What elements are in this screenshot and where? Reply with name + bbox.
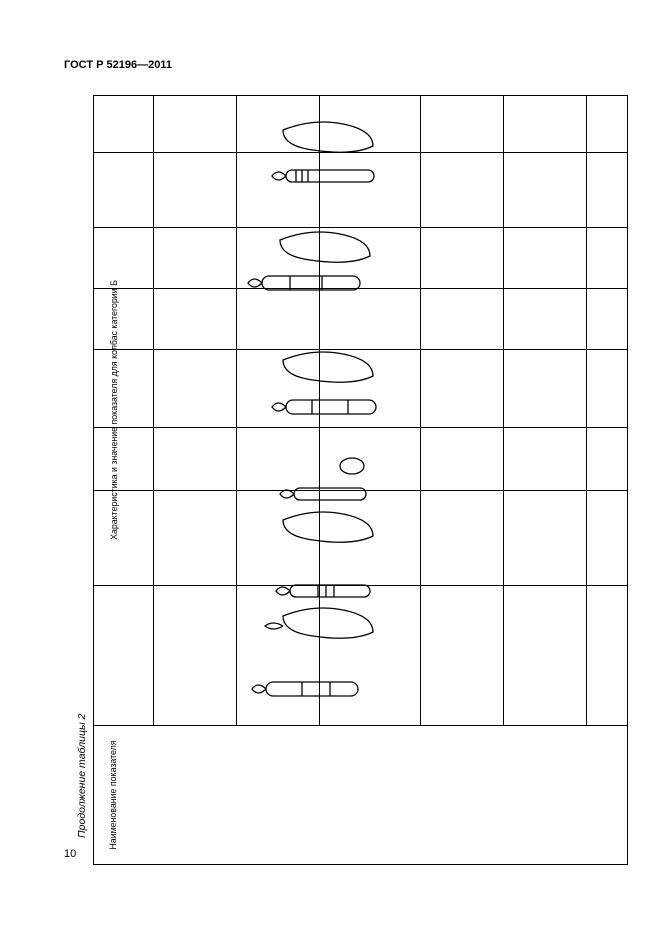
table-continuation-caption: Продолжение таблицы 2 (76, 713, 88, 838)
sausage-russkoy-icon (280, 458, 373, 542)
group-header: Характеристика и значение показателя для колбас категории Б (109, 280, 119, 540)
col-name-header: Наименование показателя (108, 740, 118, 850)
page-number: 10 (64, 848, 77, 860)
standard-header: ГОСТ Р 52196—2011 (64, 59, 172, 71)
sausage-otdelnoy-baranyey-icon (248, 232, 370, 290)
sausage-lyubitelskoy-icon (265, 585, 373, 638)
sausage-svinoy-icon (272, 122, 374, 182)
sausage-otdelnoy-icon (272, 352, 376, 414)
sausage-diabetic-icon (252, 682, 358, 696)
